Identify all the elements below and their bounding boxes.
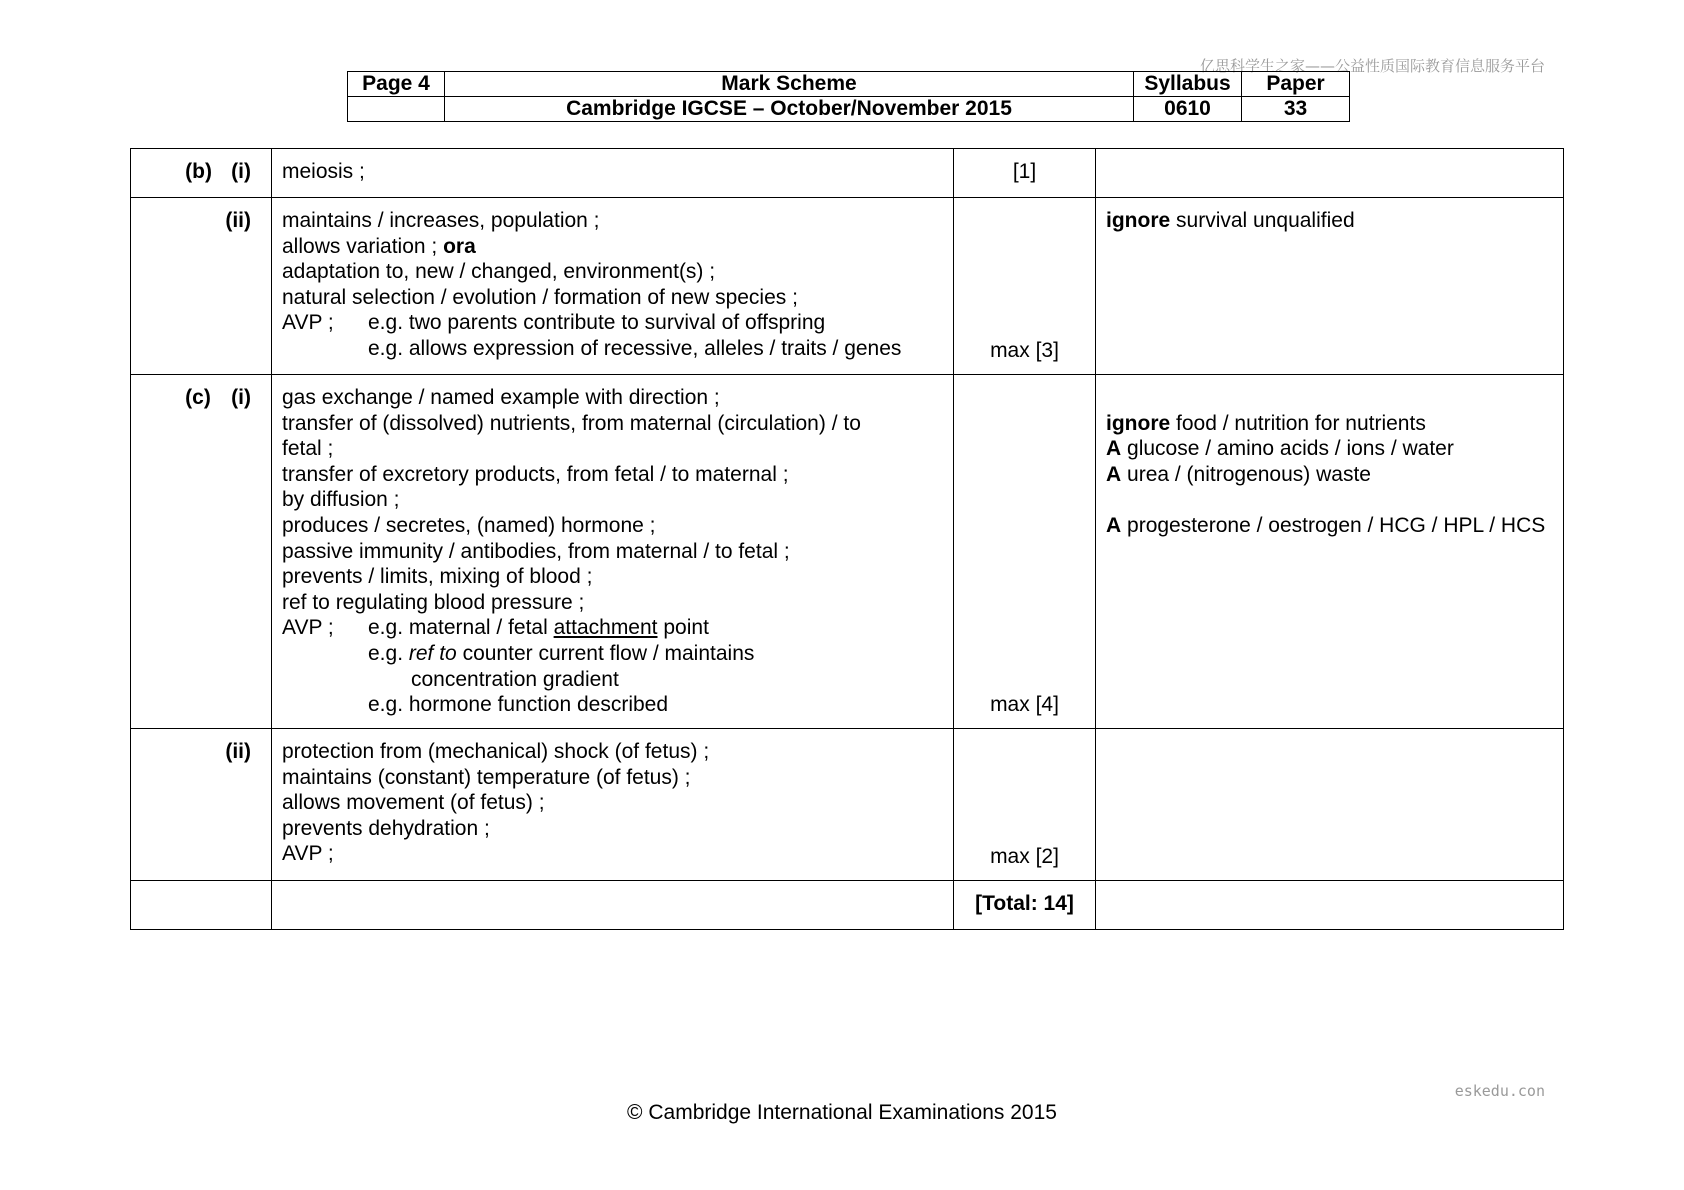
underlined-term: attachment — [553, 616, 658, 640]
marks: [1] — [1012, 160, 1037, 183]
italic-term: ref to — [408, 641, 457, 665]
marks: max [2] — [990, 845, 1059, 869]
question-subpart: (ii) — [225, 209, 251, 232]
row-c-ii — [131, 729, 1564, 881]
answer-line: maintains (constant) temperature (of fetus) ; — [282, 765, 691, 789]
watermark-bottom: eskedu.con — [1454, 1082, 1545, 1100]
answer-line: transfer of excretory products, from fetal / to maternal ; — [282, 462, 789, 486]
total-cell — [954, 881, 1096, 930]
copyright-footer: © Cambridge International Examinations 2015 — [627, 1101, 1057, 1124]
empty-cell — [131, 881, 272, 930]
ora-keyword: ora — [443, 234, 476, 258]
guidance-cell — [1096, 198, 1564, 375]
answer-line: fetal ; — [282, 437, 334, 461]
avp-example: e.g. ref to counter current flow / maintains — [368, 641, 755, 665]
answer-line: meiosis ; — [282, 160, 365, 183]
answer-line: maintains / increases, population ; — [282, 209, 600, 232]
marks-cell — [954, 729, 1096, 881]
marks-cell — [954, 149, 1096, 198]
answer-line: by diffusion ; — [282, 488, 400, 512]
avp-example-continuation: concentration gradient — [411, 667, 619, 691]
question-number — [131, 729, 272, 881]
answer-line: protection from (mechanical) shock (of fetus) ; — [282, 740, 710, 763]
guidance-line: ignore food / nutrition for nutrients — [1106, 411, 1426, 435]
guidance-line: A progesterone / oestrogen / HCG / HPL / HCS — [1106, 513, 1546, 537]
answer-line: allows movement (of fetus) ; — [282, 791, 545, 815]
question-subpart: (i) — [231, 160, 251, 183]
answer-line: natural selection / evolution / formation of new species ; — [282, 285, 798, 309]
answer-line: ref to regulating blood pressure ; — [282, 590, 585, 614]
question-part: (c) — [185, 386, 211, 409]
marks-cell — [954, 198, 1096, 375]
answer-line: passive immunity / antibodies, from maternal / to fetal ; — [282, 539, 790, 563]
guidance-cell — [1096, 149, 1564, 198]
answer-cell — [272, 198, 954, 375]
paper-number: 33 — [1242, 97, 1350, 122]
watermark-top: 亿思科学生之家——公益性质国际教育信息服务平台 — [1199, 57, 1545, 75]
answer-line: adaptation to, new / changed, environment(s) ; — [282, 260, 716, 284]
question-number — [131, 375, 272, 729]
answer-cell — [272, 375, 954, 729]
guidance-line: ignore survival unqualified — [1106, 209, 1355, 232]
marks-cell — [954, 375, 1096, 729]
guidance-cell — [1096, 729, 1564, 881]
answer-line: prevents / limits, mixing of blood ; — [282, 565, 593, 589]
answer-line: allows variation ; ora — [282, 234, 476, 258]
marks: max [3] — [990, 339, 1059, 363]
paper-label: Paper — [1242, 72, 1350, 97]
header-table — [347, 71, 1350, 122]
row-b-ii — [131, 198, 1564, 375]
answer-line: AVP ; e.g. maternal / fetal attachment point — [282, 616, 709, 640]
guidance-line: A urea / (nitrogenous) waste — [1106, 462, 1371, 486]
answer-cell — [272, 729, 954, 881]
question-number — [131, 149, 272, 198]
syllabus-code: 0610 — [1134, 97, 1242, 122]
exam-subtitle: Cambridge IGCSE – October/November 2015 — [445, 97, 1134, 122]
answer-line: prevents dehydration ; — [282, 816, 490, 840]
avp-example: e.g. hormone function described — [368, 693, 669, 717]
question-number — [131, 198, 272, 375]
question-subpart: (i) — [231, 386, 251, 409]
row-total — [131, 881, 1564, 930]
syllabus-label: Syllabus — [1134, 72, 1242, 97]
answer-cell — [272, 149, 954, 198]
answer-line: transfer of (dissolved) nutrients, from maternal (circulation) / to — [282, 411, 861, 435]
page-title: Mark Scheme — [445, 72, 1134, 97]
empty-cell — [1096, 881, 1564, 930]
row-c-i — [131, 375, 1564, 729]
question-part: (b) — [185, 160, 212, 183]
page-number-empty — [348, 97, 445, 122]
answer-line: AVP ; — [282, 842, 334, 866]
avp-example: e.g. allows expression of recessive, alleles / traits / genes — [368, 336, 902, 360]
avp-label: AVP ; — [282, 616, 334, 640]
avp-example: e.g. two parents contribute to survival of offspring — [368, 311, 826, 335]
empty-cell — [272, 881, 954, 930]
answer-line: produces / secretes, (named) hormone ; — [282, 513, 656, 537]
question-subpart: (ii) — [225, 740, 251, 763]
total-marks: [Total: 14] — [975, 892, 1074, 915]
answer-line: gas exchange / named example with direction ; — [282, 386, 720, 409]
marks: max [4] — [990, 693, 1059, 717]
avp-label: AVP ; — [282, 311, 334, 335]
answer-line — [282, 310, 943, 336]
guidance-cell — [1096, 375, 1564, 729]
row-b-i — [131, 149, 1564, 198]
guidance-line: A glucose / amino acids / ions / water — [1106, 437, 1454, 461]
mark-scheme-table — [130, 148, 1564, 930]
page-number: Page 4 — [348, 72, 445, 97]
